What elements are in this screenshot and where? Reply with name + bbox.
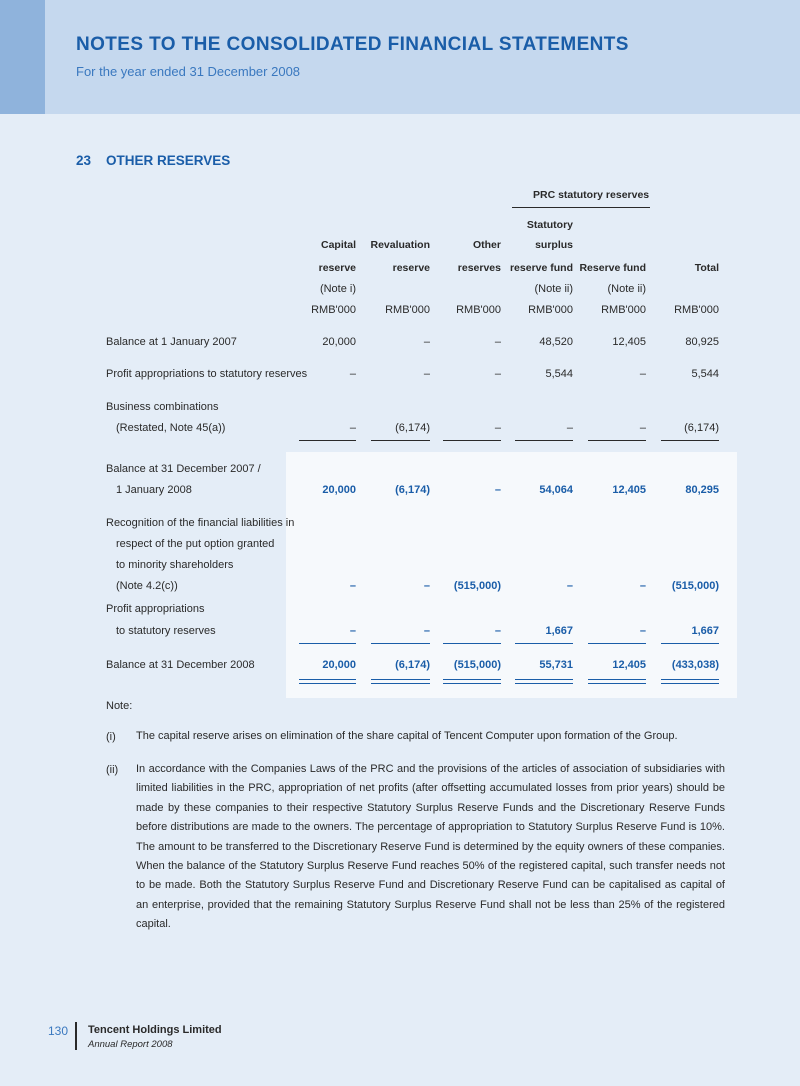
section-title: OTHER RESERVES [106,153,231,168]
col-note: (Note ii) [534,283,573,295]
subtotal-rule [588,643,646,644]
table-cell: 48,520 [539,336,573,348]
table-cell: (6,174) [395,484,430,496]
row-label: Balance at 31 December 2007 / [106,463,261,475]
table-cell: 12,405 [612,336,646,348]
total-double-rule [515,679,573,680]
table-cell: – [494,368,501,380]
total-double-rule [661,679,719,680]
table-cell: – [494,422,501,434]
subtotal-rule [588,440,646,441]
table-cell: – [639,368,646,380]
col-unit: RMB'000 [456,304,501,316]
table-cell: 54,064 [539,484,573,496]
table-cell: (515,000) [453,580,501,592]
row-label: respect of the put option granted [116,538,275,550]
table-cell: 20,000 [322,659,356,671]
col-header-l3: Reserve fund [579,262,646,274]
row-label: Profit appropriations [106,603,205,615]
prc-group-header: PRC statutory reserves [533,189,650,201]
table-cell: (515,000) [453,659,501,671]
note-text: The capital reserve arises on elimination of the share capital of Tencent Computer upon formation of the Group. [136,730,678,742]
table-cell: – [494,484,501,496]
table-cell: 5,544 [545,368,573,380]
col-header-l1: Statutory [526,219,573,231]
table-cell: – [566,422,573,434]
report-name: Annual Report 2008 [88,1039,173,1050]
table-cell: 1,667 [545,625,573,637]
total-double-rule [588,683,646,684]
total-double-rule [299,683,356,684]
col-header-l3: Total [694,262,719,274]
header-band [0,0,800,114]
total-double-rule [371,679,430,680]
table-cell: – [566,580,573,592]
total-double-rule [515,683,573,684]
subtotal-rule [661,440,719,441]
table-cell: – [639,625,646,637]
subtotal-rule [371,440,430,441]
row-label: Balance at 1 January 2007 [106,336,237,348]
total-double-rule [443,683,501,684]
row-label: (Restated, Note 45(a)) [116,422,226,434]
row-label: Business combinations [106,401,219,413]
row-label: (Note 4.2(c)) [116,580,178,592]
table-cell: – [423,368,430,380]
row-label: 1 January 2008 [116,484,192,496]
table-cell: 1,667 [691,625,719,637]
subtotal-rule [515,440,573,441]
col-header-l2: Revaluation [370,239,430,251]
subtotal-rule [443,440,501,441]
table-cell: – [494,625,501,637]
table-cell: – [494,336,501,348]
table-cell: – [349,422,356,434]
subtotal-rule [515,643,573,644]
page-subtitle: For the year ended 31 December 2008 [76,64,301,79]
total-double-rule [443,679,501,680]
row-label: Profit appropriations to statutory reserves [106,368,308,380]
col-unit: RMB'000 [311,304,356,316]
table-cell: – [423,580,430,592]
col-header-l2: Other [472,239,501,251]
col-unit: RMB'000 [674,304,719,316]
col-unit: RMB'000 [528,304,573,316]
table-cell: 55,731 [539,659,573,671]
subtotal-rule [661,643,719,644]
row-label: to statutory reserves [116,625,216,637]
col-note: (Note i) [319,283,356,295]
col-header-l3: reserves [457,262,501,274]
table-cell: 12,405 [612,659,646,671]
table-cell: – [639,580,646,592]
note-index: (ii) [106,764,119,776]
col-unit: RMB'000 [601,304,646,316]
col-header-l2: surplus [535,239,573,251]
col-header-l2: Capital [320,239,356,251]
row-label: Recognition of the financial liabilities in [106,517,295,529]
table-cell: 80,925 [685,336,719,348]
table-cell: 20,000 [322,336,356,348]
section-heading [76,153,230,168]
subtotal-rule [443,643,501,644]
col-header-l3: reserve fund [509,262,573,274]
note-text: In accordance with the Companies Laws of the PRC and the provisions of the articles of association of subsidiaries with limited liabilities in the PRC, appropriation of net profits (after offsetting accumulated losses from prior years) should be made by these companies to their respective Statutory Surplus Reserve Funds and the Discretionary Reserve Funds before distributions are made to the owners. The percentage of appropriation to Statutory Surplus Reserve Fund is 10%. The amount to be transferred to the Discretionary Reserve Fund is determined by the equity owners of these companies. When the balance of the Statutory Surplus Reserve Fund reaches 50% of the registered capital, such transfer needs not to be made. Both the Statutory Surplus Reserve Fund and Discretionary Reserve Fund can be capitalised as capital of an enterprise, provided that the remaining Statutory Surplus Reserve Fund shall not be less than 25% of the registered capital. [136,763,725,931]
subtotal-rule [299,440,356,441]
table-cell: 80,295 [685,484,719,496]
col-note: (Note ii) [607,283,646,295]
subtotal-rule [371,643,430,644]
footer-divider [75,1022,77,1050]
row-label: Balance at 31 December 2008 [106,659,255,671]
header-accent-tab [0,0,45,114]
page-title: NOTES TO THE CONSOLIDATED FINANCIAL STATEMENTS [76,34,629,55]
note-index: (i) [106,731,116,743]
table-cell: (433,038) [671,659,719,671]
table-cell: – [349,368,356,380]
prc-group-underline [512,207,650,208]
row-label: to minority shareholders [116,559,234,571]
subtotal-rule [299,643,356,644]
table-cell: – [423,336,430,348]
table-cell: – [349,580,356,592]
total-double-rule [661,683,719,684]
total-double-rule [299,679,356,680]
table-cell: 20,000 [322,484,356,496]
notes-label: Note: [106,700,133,712]
total-double-rule [588,679,646,680]
table-cell: – [349,625,356,637]
table-cell: 5,544 [691,368,719,380]
table-cell: – [639,422,646,434]
col-header-l3: reserve [392,262,430,274]
table-cell: (6,174) [684,422,719,434]
section-number: 23 [76,153,92,168]
company-name: Tencent Holdings Limited [88,1024,222,1036]
total-double-rule [371,683,430,684]
table-cell: (515,000) [671,580,719,592]
table-cell: – [423,625,430,637]
col-unit: RMB'000 [385,304,430,316]
page-number: 130 [48,1024,69,1038]
table-cell: (6,174) [395,422,430,434]
table-cell: (6,174) [395,659,430,671]
col-header-l3: reserve [318,262,356,274]
table-cell: 12,405 [612,484,646,496]
